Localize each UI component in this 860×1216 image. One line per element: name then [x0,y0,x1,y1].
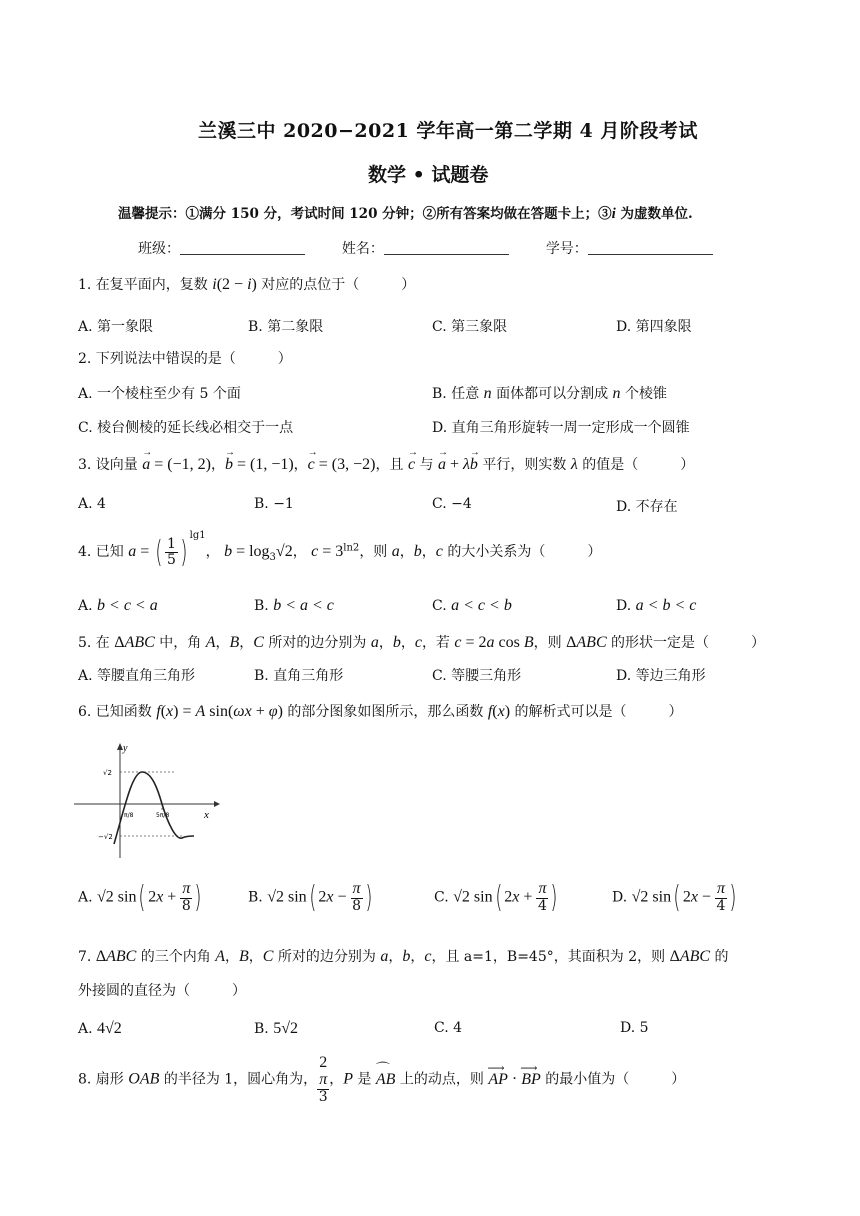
q7-option-c: C. 4 [434,1020,463,1036]
q2-option-a: A. 一个棱柱至少有 5 个面 [78,386,241,402]
question-7-line2: 外接圆的直径为（ ） [78,983,246,999]
name-blank [384,242,509,255]
question-1: 1. 在复平面内，复数 i(2 − i) 对应的点位于（ ） [78,276,416,293]
question-2: 2. 下列说法中错误的是（ ） [78,351,292,367]
x-axis-arrow [214,801,220,807]
x-label: x [204,809,209,821]
student-info-row [138,238,713,258]
q7-option-b: B. 5√2 [254,1020,298,1037]
class-label: 班级： [138,241,180,257]
question-3: 3. 设向量 → a = (−1, 2)，→ b = (1, −1)，→ c = (3, −2)，且 → c 与 → a + λ→ b 平行，则实数 λ 的值是（ ） [78,454,694,474]
q1-option-d: D. 第四象限 [616,319,692,335]
question-7: 7. ΔABC 的三个内角 A，B，C 所对的边分别为 a，b，c，且 a=1，B=45°，其面积为 2，则 ΔABC 的 [78,948,729,965]
sine-graph [74,740,224,862]
exam-tip: 温馨提示：①满分 150 分，考试时间 120 分钟；②所有答案均做在答题卡上；③i 为虚数单位. [118,206,693,222]
q4-option-a: A. b < c < a [78,597,158,614]
q6-option-a: A. √2 sin( 2x + $\frac{\pi}{8}$ ) [78,880,202,915]
sine-curve [114,772,194,844]
q4-option-d: D. a < b < c [616,597,697,614]
q2-option-c: C. 棱台侧棱的延长线必相交于一点 [78,420,294,436]
q5-option-d: D. 等边三角形 [616,668,706,684]
id-blank [588,242,713,255]
y-label: y [123,743,128,754]
q3-option-c: C. −4 [432,496,472,512]
question-4: 4. 已知 a = ( $\frac{1}{5}$ ) $^{lg1}$， $b = \log_3√2$， $c = 3^{ln2}$，则 a，b，c 的大小关系为（ ） [78,530,602,570]
q4-option-c: C. a < c < b [432,597,512,614]
y-max-label: √2 [103,769,112,777]
question-8: 8. 扇形 OAB 的半径为 1，圆心角为， 2 π 3 ，P 是 ⌒ AB 上的动点，则 ⟶ AP · ⟶ BP 的最小值为（ ） [78,1055,685,1104]
q1-option-c: C. 第三象限 [432,319,508,335]
q5-option-a: A. 等腰直角三角形 [78,668,196,684]
q3-option-d: D. 不存在 [616,499,678,515]
q4-option-b: B. b < a < c [254,597,334,614]
q7-option-d: D. 5 [620,1020,649,1036]
question-6: 6. 已知函数 f(x) = A sin(ωx + φ) 的部分图象如图所示，那么函数 f(x) 的解析式可以是（ ） [78,703,683,720]
x1-label: π/8 [124,812,134,819]
q5-option-c: C. 等腰三角形 [432,668,522,684]
q1-option-a: A. 第一象限 [78,319,154,335]
page-title: 兰溪三中 2020−2021 学年高一第二学期 4 月阶段考试 [198,120,698,142]
q1-option-b: B. 第二象限 [248,319,324,335]
q2-option-b: B. 任意 n 面体都可以分割成 n 个棱锥 [432,385,667,402]
q6-option-d: D. √2 sin( 2x − $\frac{\pi}{4}$ ) [612,880,737,915]
q6-option-c: C. √2 sin( 2x + $\frac{\pi}{4}$ ) [434,880,558,915]
q6-option-b: B. √2 sin( 2x − $\frac{\pi}{8}$ ) [248,880,372,915]
id-label: 学号： [545,241,588,257]
q3-option-b: B. −1 [254,496,294,512]
question-5: 5. 在 ΔABC 中，角 A，B，C 所对的边分别为 a，b，c，若 c = 2a cos B，则 ΔABC 的形状一定是（ ） [78,634,766,651]
q5-option-b: B. 直角三角形 [254,668,344,684]
q2-option-d: D. 直角三角形旋转一周一定形成一个圆锥 [432,420,690,436]
x2-label: 5π/8 [156,812,170,819]
name-label: 姓名： [341,241,384,257]
class-blank [180,242,305,255]
page-subtitle: 数学 • 试题卷 [368,164,489,186]
y-min-label: −√2 [98,833,113,841]
q3-option-a: A. 4 [78,496,106,512]
q7-option-a: A. 4√2 [78,1020,122,1037]
